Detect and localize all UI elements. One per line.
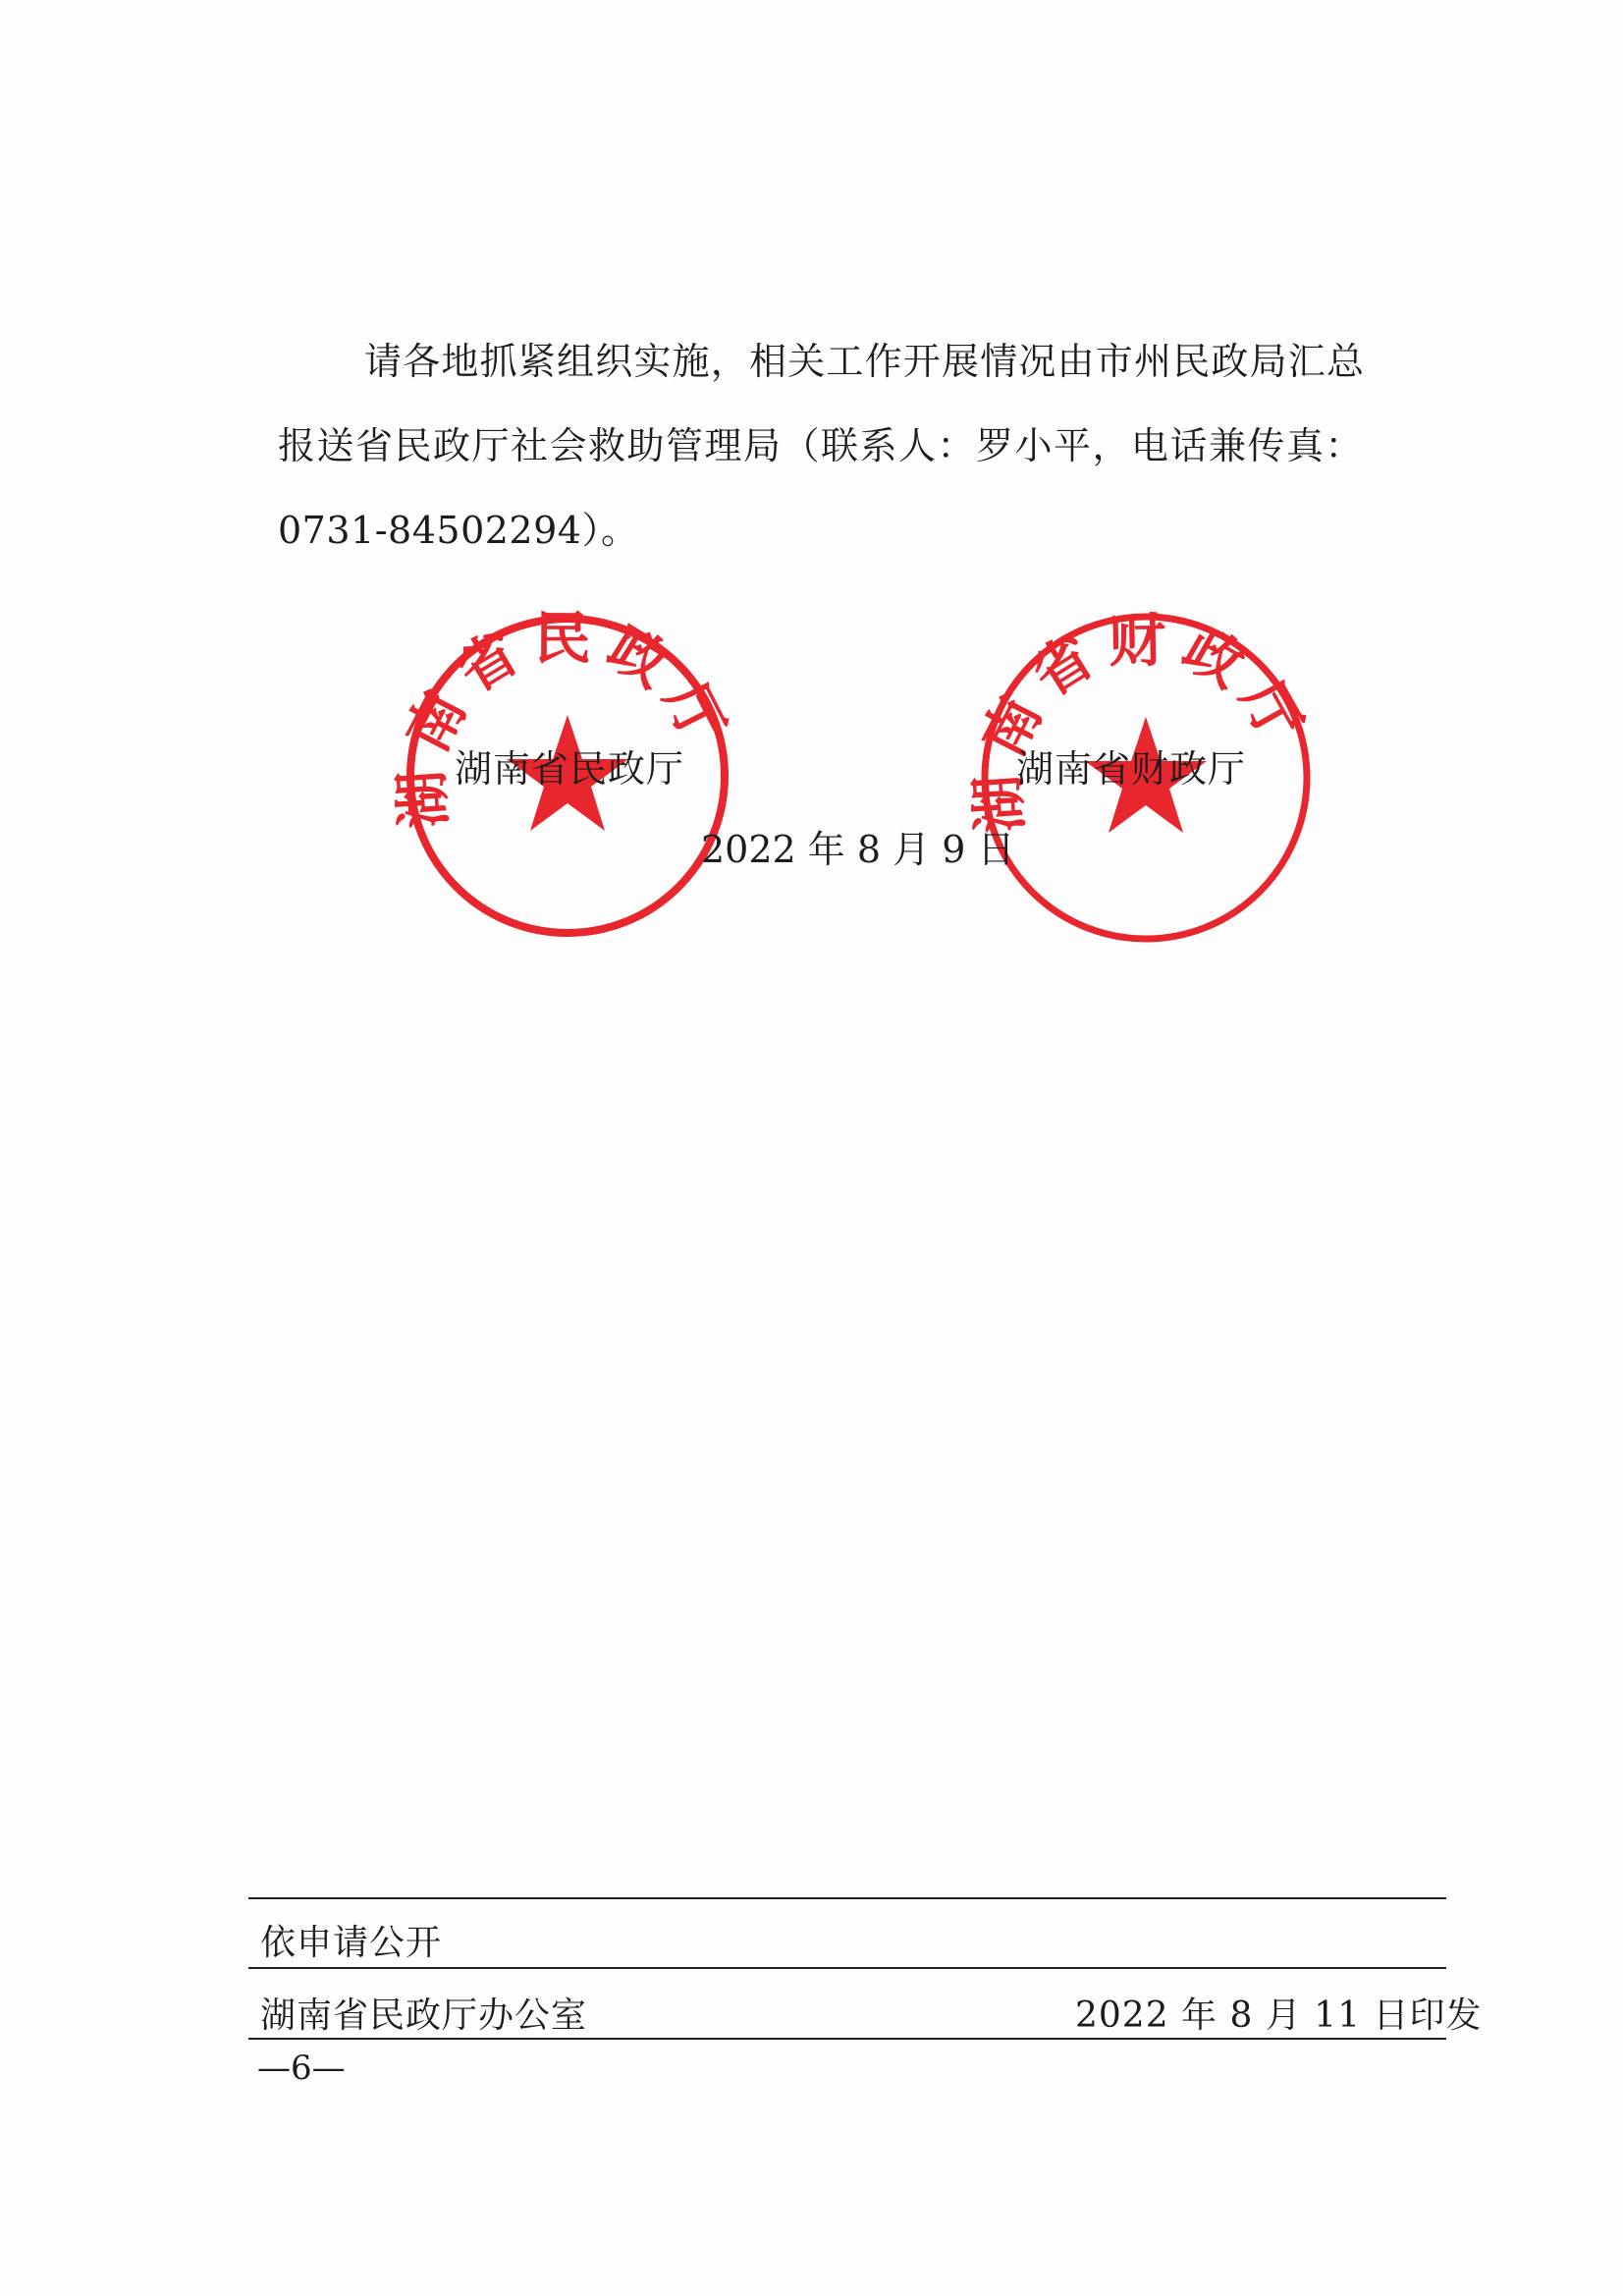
body-line-3: 0731-84502294）。 [278,509,639,552]
footer-rule-middle [248,1967,1446,1969]
body-line-2: 报送省民政厅社会救助管理局（联系人：罗小平，电话兼传真： [278,424,1365,467]
issuer-label: 湖南省民政厅办公室 [260,1995,588,2036]
footer-rule-bottom [248,2038,1446,2040]
disclosure-label: 依申请公开 [260,1923,443,1963]
body-paragraph [278,319,1446,573]
body-line-1: 请各地抓紧组织实施，相关工作开展情况由市州民政局汇总 [364,340,1366,383]
civil-affairs-seal-text: 湖南省民政厅 [387,604,743,831]
signer-finance: 湖南省财政厅 [1016,747,1247,791]
finance-seal-text: 湖南省财政厅 [963,606,1321,835]
footer-rule-top [248,1897,1446,1899]
signature-date: 2022 年 8 月 9 日 [701,828,1015,871]
signer-civil-affairs: 湖南省民政厅 [455,747,685,791]
page-number: —6— [257,2049,346,2088]
issue-date-label: 2022 年 8 月 11 日印发 [1075,1995,1483,2036]
